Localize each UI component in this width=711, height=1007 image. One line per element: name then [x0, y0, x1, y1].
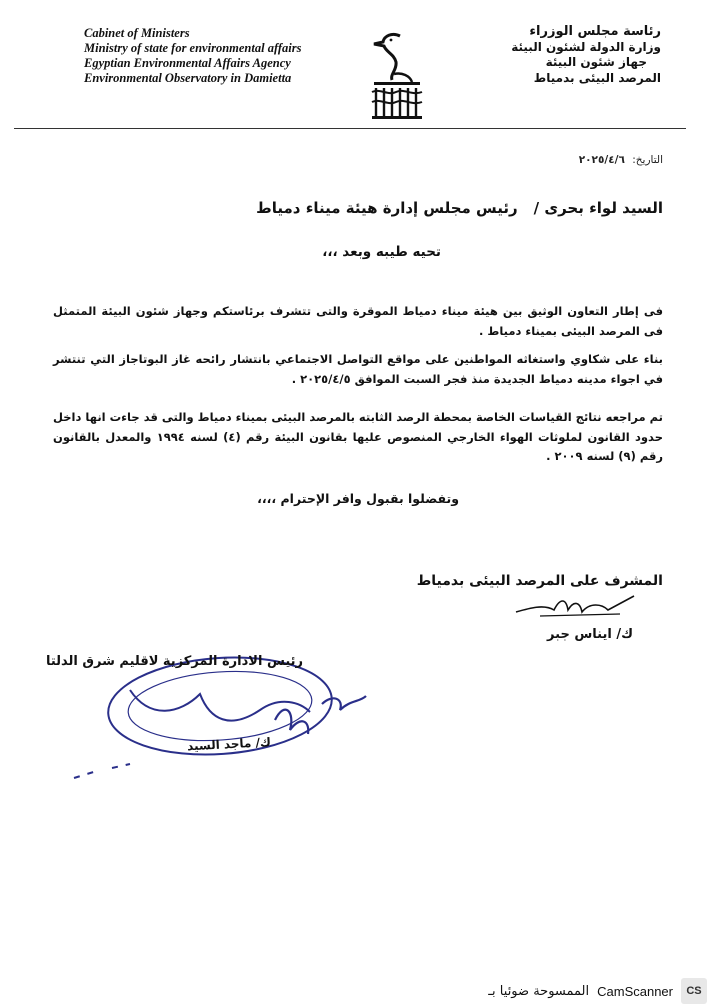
date-label: التاريخ: — [632, 154, 663, 166]
stamp-authority-title: رئيس الادارة المركزية لاقليم شرق الدلتا — [45, 654, 303, 669]
date-value: ٢٠٢٥/٤/٦ — [578, 154, 625, 166]
signatory-name: ك/ ايناس جبر — [547, 627, 633, 642]
english-header-line: Ministry of state for environmental affairs — [84, 41, 302, 55]
date-line — [579, 154, 663, 166]
handwritten-signature-icon — [510, 590, 640, 622]
eeaa-emblem-icon — [366, 30, 428, 122]
english-header-line: Egyptian Environmental Affairs Agency — [84, 56, 291, 70]
arabic-header-line: رئاسة مجلس الوزراء — [529, 24, 661, 39]
english-header-line: Environmental Observatory in Damietta — [84, 71, 292, 85]
english-header-line: Cabinet of Ministers — [84, 26, 190, 40]
closing-line: وتفضلوا بقبول وافر الإحترام ،،،، — [257, 491, 459, 506]
arabic-letterhead — [461, 24, 661, 86]
addressee-line — [256, 199, 663, 217]
camscanner-logo-icon: CS — [681, 978, 707, 1004]
arabic-header-line: جهاز شئون البيئة — [545, 55, 647, 69]
scanner-app-name: CamScanner — [597, 983, 673, 999]
scanner-prefix: الممسوحة ضوئيا بـ — [488, 983, 590, 999]
arabic-header-line: المرصد البيئى بدمياط — [533, 70, 661, 85]
english-letterhead — [84, 26, 344, 86]
header-divider — [14, 128, 686, 129]
official-stamp-icon — [60, 650, 390, 790]
stamp-name: ك/ ماجد السيد — [186, 735, 272, 754]
addressee-title: السيد لواء بحرى / — [533, 199, 663, 217]
body-paragraph: تم مراجعه نتائج القياسات الخاصة بمحطة الرصد الثابته بالمرصد البيئى بميناء دمياط والتى قد جاءت انها داخل حدود القانون لملوثات الهواء الخارجي المنصوص عليها بقانون البيئة رقم (٤) لسنه ١٩٩٤ والمعدل بالقانون رقم (٩) لسنه ٢٠٠٩ . — [53, 410, 663, 463]
scanner-watermark — [488, 978, 707, 1004]
arabic-header-line: وزارة الدولة لشئون البيئة — [511, 39, 661, 54]
body-paragraph: بناء على شكاوي واستغاثه المواطنين على مواقع التواصل الاجتماعي بانتشار رائحه غاز البوتاجاز التي تنتشر في اجواء مدينه دمياط الجديدة منذ فجر السبت الموافق ٢٠٢٥/٤/٥ . — [53, 352, 663, 386]
addressee-role: رئيس مجلس إدارة هيئة ميناء دمياط — [256, 199, 518, 217]
signatory-title: المشرف على المرصد البيئى بدمياط — [416, 573, 663, 589]
greeting: تحيه طيبه وبعد ،،، — [322, 244, 441, 260]
body-paragraph: فى إطار التعاون الوثيق بين هيئة ميناء دمياط الموقرة والتى تتشرف برئاستكم وجهاز شئون البيئة المتمثل فى المرصد البيئى بميناء دمياط . — [53, 304, 663, 338]
